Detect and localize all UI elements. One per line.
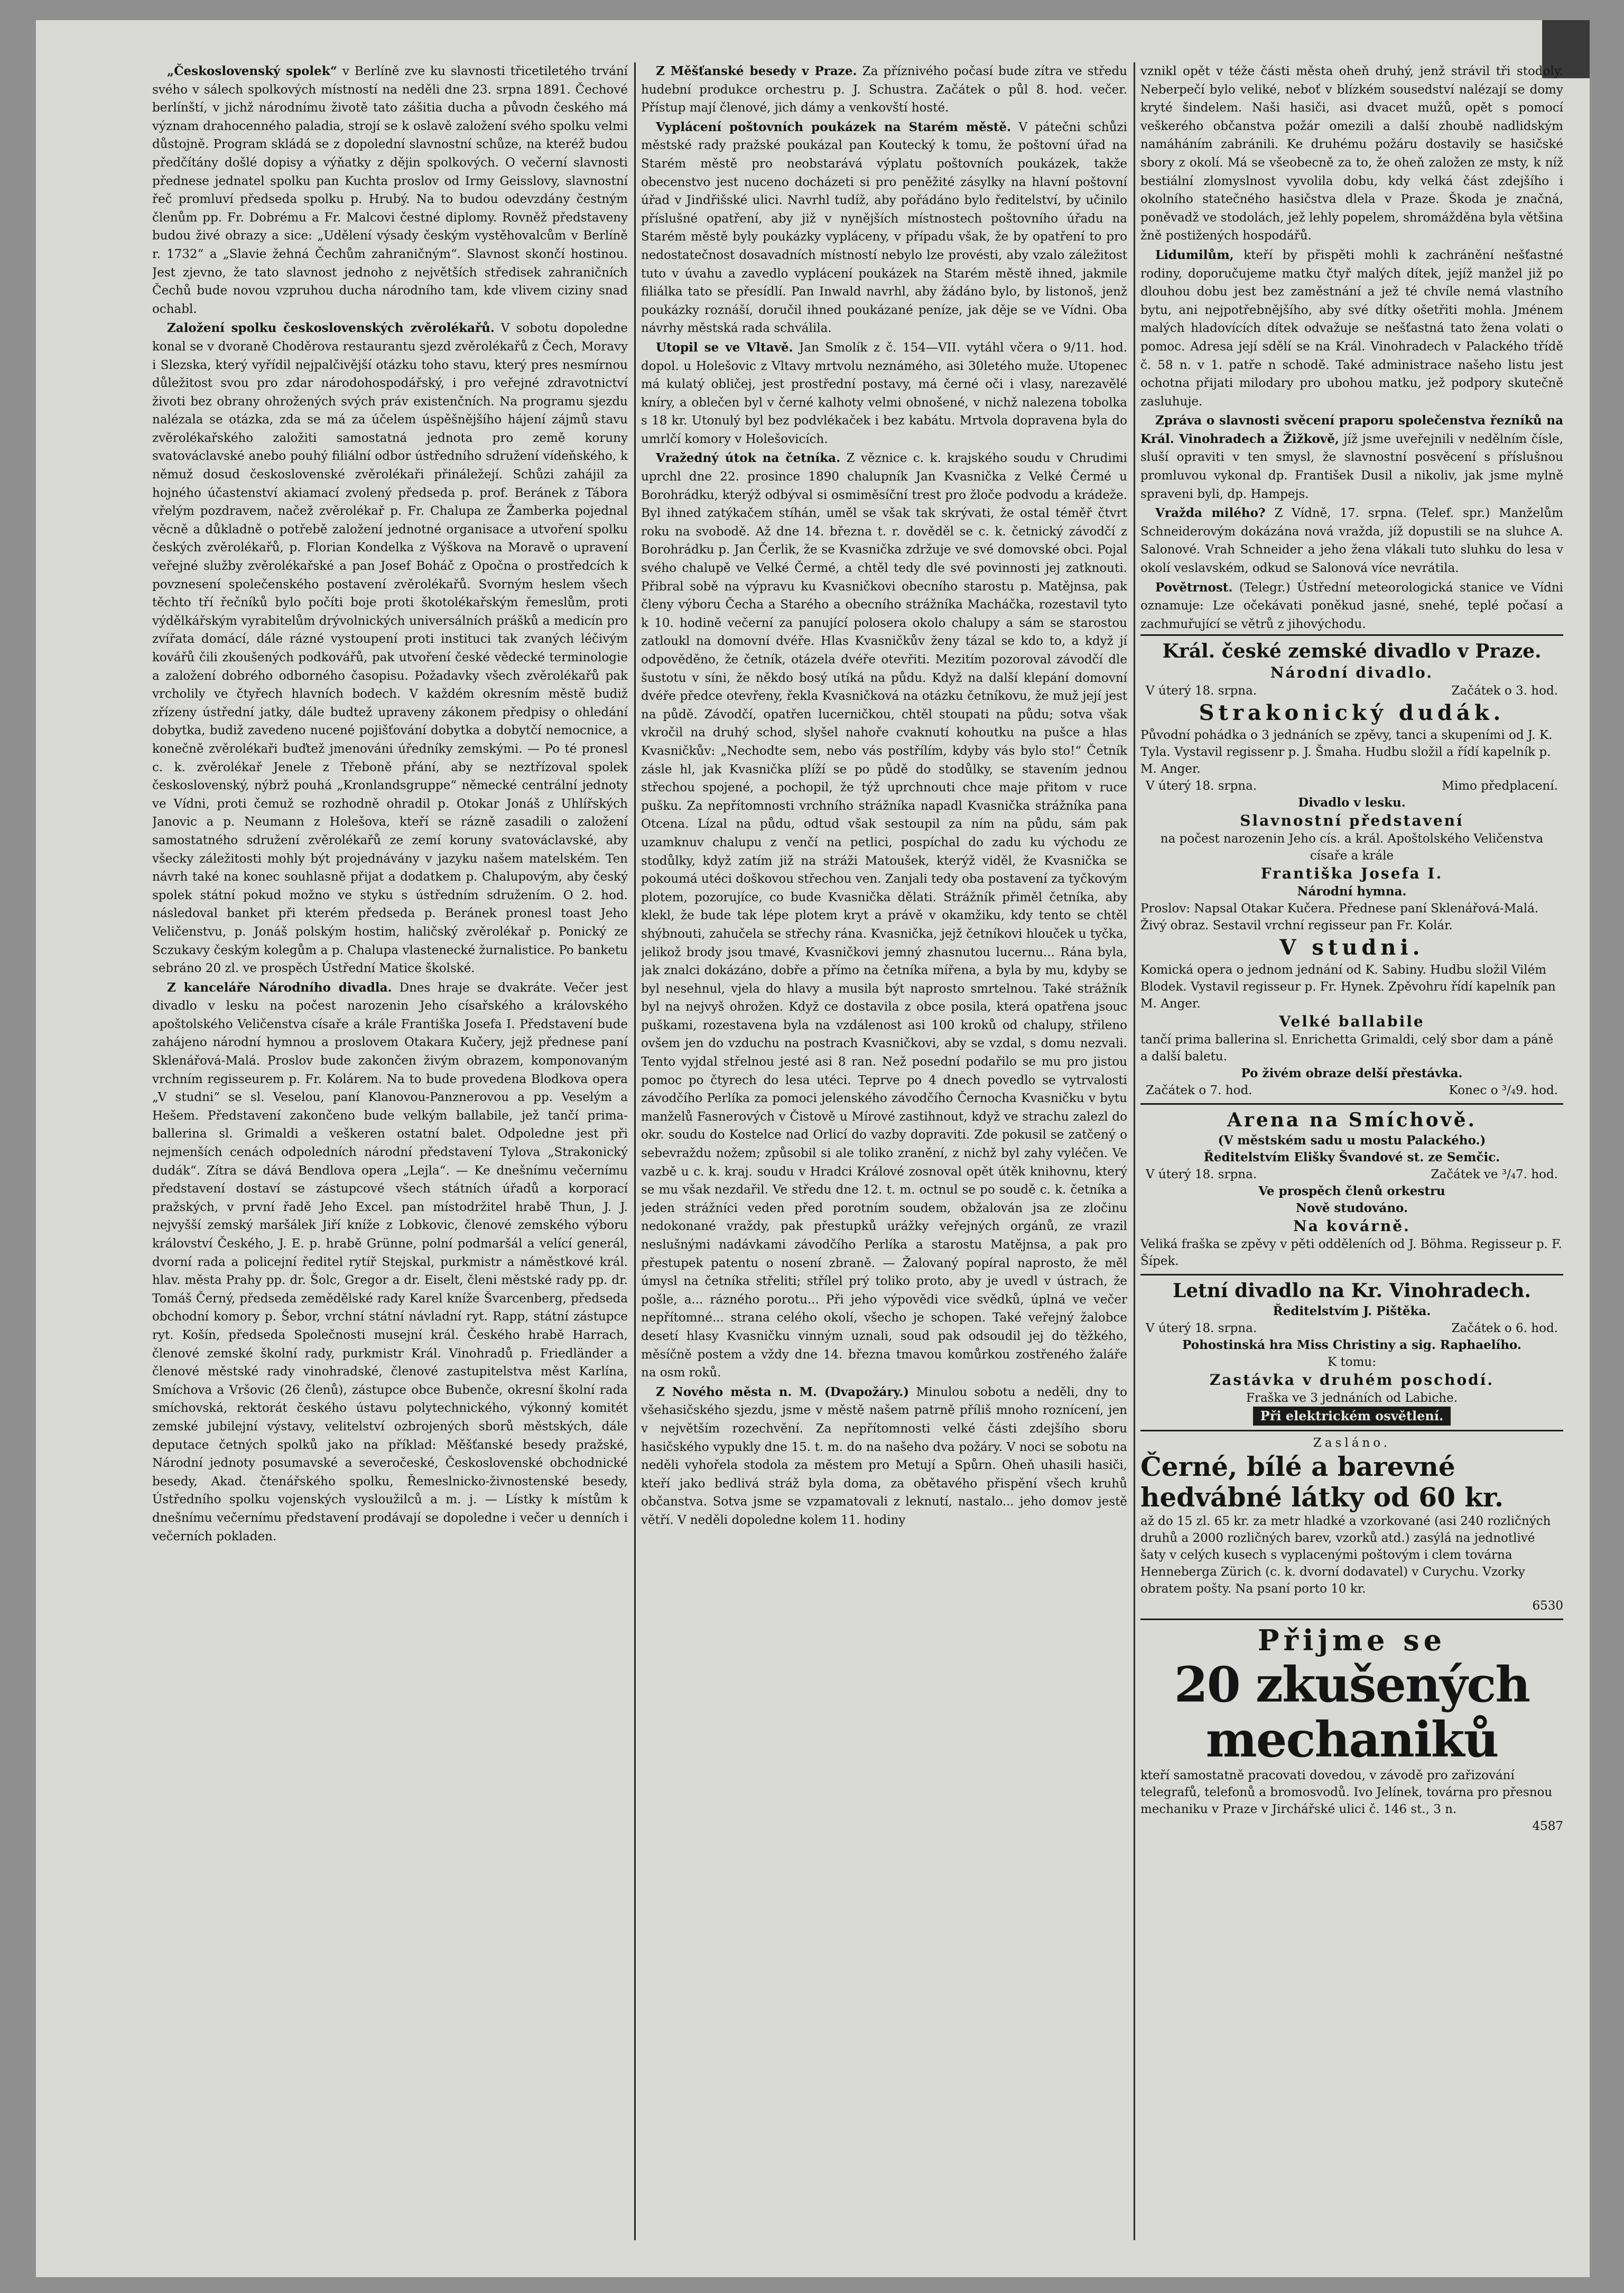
ad-mechanics: Přijme se 20 zkušených mechaniků kteří samostatně pracovati dovedou, v závodě pro zařizování telegrafů, telefonů a bromosvodů. Ivo Jelínek, továrna pro přesnou mechaniku v Praze v Jirchářské ulici č. 146 st., 3 n. 4587: [1140, 1619, 1563, 1839]
ad-arena-smichov: Arena na Smíchově. (V městském sadu u mostu Palackého.) Ředitelstvím Elišky Švandové st. ze Semčic. V úterý 18. srpna. Začátek ve ³/₄7. hod. Ve prospěch členů orkestru Nově studováno. Na kovárně. Veliká fraška se zpěvy v pěti odděleních od J. Böhma. Regisseur p. F. Šípek.: [1140, 1103, 1563, 1274]
article: vznikl opět v téže části města oheň druhý, jenž strávil tři stodoly. Neberpečí bylo veliké, neboť v blízkém sousedství nalézají se domy kryté šindelem. Naši hasiči, asi dvacet mužů, opět s pomocí veškerého občanstva požár omezili a další zhoubě nadlidským namáháním zabránili. Ke druhému požáru dostavily se hasičské sbory z okolí. Má se všeobecně za to, že oheň založen ze msty, k níž bestiální zlomyslnost vyvolila dobu, kdy velká část zdejšího i okolního statečného hasičstva dlela v Praze. Škoda je značná, poněvadž ve stodolách, jež lehly popelem, shromážděna byla většina žně postižených hospodářů.: [1140, 64, 1563, 243]
article: Vyplácení poštovních poukázek na Starém městě. V pátečni schůzi městské rady pražské poukázal pan Koutecký k tomu, že poštovní úřad na Starém městě pro neobstarává výplatu poštovních poukázek, takže obecenstvo jest nuceno docházeti si pro peněžité zásylky na hlavní poštovní úřad v Jindřišské ulici. Navrhl tudíž, aby pořádáno bylo ředitelství, by učinilo příslušné opatření, aby již v nynějších místnostech poštovního úřadu na Starém městě byly poukázky vypláceny, v případu však, že by opatření to pro nedostatečnost dosavadních místností nebylo lze provésti, aby vzalo záležitost tuto v úvahu a zavedlo vyplácení poukázek na Starém městě ihned, jakmile filiálka tato se přesídlí. Pan Inwald navrhl, aby žádáno bylo, by listonoš, jenž poukázky roznáší, doručil ihned poukázané peníze, jak děje se ve Vídni. Oba návrhy městská rada schválila.: [641, 119, 1127, 336]
article: Povětrnost. (Telegr.) Ústřední meteorologická stanice ve Vídni oznamuje: Lze očekávati poněkud jasné, snehé, teplé počasí a zachmuřující se větrů z jihovýchodu.: [1140, 580, 1563, 631]
article: Vražda milého? Z Vídně, 17. srpna. (Telef. spr.) Manželům Schneiderovým dokázána nová vražda, jíž dopustili se na sluhce A. Salonové. Vrah Schneider a jeho žena vlákali tuto sluhku do lesa v okolí veslavském, odkud se Salonová více nevrátila.: [1140, 506, 1563, 576]
article: Založení spolku československých zvěrolékařů. V sobotu dopoledne konal se v dvoraně Choděrova restaurantu sjezd zvěrolékařů z Čech, Moravy i Slezska, který vyřídil nejpalčivější otázku toho stavu, který pres nesmírnou důležitost svou pro zdar národohospodářský, i pro veřejné zdravotnictví životi bez obrany ohrožených svých práv existenčních. Na programu sjezdu nalézala se otázka, zda se má za účelem úspěšnějšího hájení zájmů stavu zvěrolékařského založiti samostatná jednota pro země koruny svatováclavské anebo pouhý filiální odbor ústředního sdružení vídeňského, k němuž dosud československé zvěrolékaři přináležejí. Schůzi zahájil za hojného účastenství akiamací zvolený předseda p. prof. Beránek z Tábora vřelým pozdravem, načež zvěrolékař p. Fr. Chalupa ze Žamberka pojednal věcně a důkladně o potřebě založení jednotné organisace a utvoření spolku českých zvěrolékařů, p. Florian Kondelka z Výškova na Moravě o upravení veřejné služby zvěrolékařské a pan Josef Boháč z Opočna o prostředcích k povznesení společenského postavení zvěrolékařů. Svorným heslem všech těchto tří řečníků bylo počíti boje proti škotolékařským řemeslům, proti výdělkářským vyrabitelům drývolnických universálních prášků a medicín pro zvířata domácí, dále rázné vystoupení proti instituci tak zvaných léčivým kovářů čili zkoušených podkovářů, pak utvoření české vědecké terminologie a založení dobrého odborného časopisu. Požadavky všech zvěrolékařů pak vrcholily ve čtyřech hlavních bodech. V každém okresním městě budiž zřízeny ústřední jatky, dále budtež upraveny zákonem předpisy o ohledání dobytka, budiž zavedeno nucené pojišťování dobytka a dobytčí nemocnice, a konečně zvěrolékaři buďtež jmenováni úředníky zemskými. — Po té pronesl c. k. zvěrolékař Jenele z Třeboně přání, aby se neztřízoval spolek československý, nýbrž pouhá „Kronlandsgruppe“ německé centrální jednoty ve Vídni, proti čemuž se rozhodně ohradil p. Otokar Jonáš z Uhlířských Janovic a p. Neumann z Holešova, kteří se rázně zasadili o založení samostatného sdružení zvěrolékařů ze zemí koruny svatováclavské, aby všecky záležitosti mohly být projednávány v jazyku našem matelském. Ten návrh také na konec souhlasně přijat a dodatkem p. Chalupovým, aby český spolek státní pokud možno ve styku s ústředním sdružením. O 2. hod. následoval banket při kterém předseda p. Beránek pronesl toast Jeho Veličenstvu, p. Jonáš polským hostim, haličský zvěrolékař p. Ponický ze Sczukavy českým kolegům a p. Chalupa vlastenecké žurnalistice. Po banketu sebráno 20 zl. ve prospěch Ústřední Matice školské.: [152, 321, 628, 976]
article: Z Nového města n. M. (Dvapožáry.) Minulou sobotu a neděli, dny to všehasičského sjezdu, jsme v městě našem patrně příliš mnoho roznícení, jen v největším rozechvění. Za nepřítomnosti velké části zdejšího sboru hasičského vypukly dne 15. t. m. do na našeho dva požáry. V noci se sobotu na neděli vyhořela stodola za městem pro Metují a Spůrn. Oheň uhasili hasiči, kteří jako bedlivá stráž byla doma, za obětavého přispění všech kruhů občanstva. Sotva jsme se vzpamatovali z leknutí, nastalo... jeho domov jestě větří. V neděli dopoledne kolem 11. hodiny: [641, 1384, 1127, 1527]
ad-summer-theatre: Letní divadlo na Kr. Vinohradech. Ředitelstvím J. Pištěka. V úterý 18. srpna. Začátek o 6. hod. Pohostinská hra Miss Christiny a sig. Raphaelího. K tomu: Zastávka v druhém poschodí. Fraška ve 3 jednáních od Labiche. Při elektrickém osvětlení.: [1140, 1274, 1563, 1430]
article: „Československý spolek“ v Berlíně zve ku slavnosti třicetiletého trvání svého v sálech spolkových místností na neděli dne 23. srpna 1891. Čechové berlínští, v jichž národnímu životě tato zášitia ducha a původn českého má význam drahocenného paladia, strojí se k oslavě založení svého spolku velmi důstojně. Program skládá se z dopolední slavnostní schůze, na kteréž budou předčítány došlé dopisy a výňatky z dějin spolkových. O večerní slavnosti přednese jednatel spolku pan Kuchta proslov od Irmy Geisslovy, slavnostní řeč promluví předseda spolku p. Hrubý. Na to budou odevzdány čestným členům pp. Fr. Dobrému a Fr. Malcovi čestné diplomy. Rovněž představeny budou živé obrazy a sice: „Udělení výsady českým vystěhovalcům v Berlíně r. 1732“ a „Slavie žehná Čechům zahraničným“. Slavnost skončí hostinou. Jest zjevno, že tato slavnost jednoho z největších středisek zahraničních Čechů bude novou vzpruhou ducha národního tam, kde vlivem ciziny snad ochabl.: [152, 64, 628, 316]
column-2: [641, 62, 1127, 2256]
ad-national-theatre: Král. české zemské divadlo v Praze. Národní divadlo. V úterý 18. srpna. Začátek o 3. hod. Strakonický dudák. Původní pohádka o 3 jednáních se zpěvy, tanci a skupeními od J. K. Tyla. Vystavil regissenr p. J. Šmaha. Hudbu složil a řídí kapelník p. M. Anger. V úterý 18. srpna. Mimo předplacení. Divadlo v lesku. Slavnostní představení na počest narozenin Jeho cís. a král. Apoštolského Veličenstva císaře a krále Františka Josefa I. Národní hymna. Proslov: Napsal Otakar Kučera. Přednese paní Sklenářová-Malá. Živý obraz. Sestavil vrchní regisseur pan Fr. Kolár. V studni. Komická opera o jednom jednání od K. Sabiny. Hudbu složil Vilém Blodek. Vystavil regisseur p. Fr. Hynek. Zpěvohru řídí kapelník pan M. Anger. Velké ballabile tančí prima ballerina sl. Enrichetta Grimaldi, celý sbor dam a páně a další baletu. Po živém obraze delší přestávka. Začátek o 7. hod. Konec o ³/₄9. hod.: [1140, 634, 1563, 1103]
article: Z Měšťanské besedy v Praze. Za příznivého počasí bude zítra ve středu hudební produkce orchestru p. J. Schustra. Začátek o půl 8. hod. večer. Přístup mají členové, jich dámy a venkovští hosté.: [641, 64, 1127, 115]
column-3: [1140, 62, 1563, 2256]
article: Lidumilům, kteří by přispěti mohli k zachránění nešťastné rodiny, doporučujeme matku čtyř malých dítek, jejíž manžel již po dlouhou dobu jest bez zaměstnání a jež té chvíle nemá vlastního bytu, ani nejpotřebnějšího, aby své dítky ošetřiti mohla. Jménem malých hladovících dítek odvažuje se nešťastná tato žena volati o pomoc. Adresa její sdělí se na Král. Vinohradech v Palackého třídě č. 58 n. v 1. patře n schodě. Také administrace našeho listu jest ochotna přijati milodary pro ubohou matku, jež podpory skutečně zasluhuje.: [1140, 247, 1563, 409]
article: Zpráva o slavnosti svěcení praporu společenstva řezníků na Král. Vinohradech a Žižkově, jíž jsme uveřejnili v nedělním čísle, sluší opraviti v ten smysl, že slavnostní posvěcení s příslušnou promluvou vykonal dp. František Dusil a nikoliv, jak jsme mylně spraveni byli, dp. Hampejs.: [1140, 413, 1563, 501]
article: Vražedný útok na četníka. Z věznice c. k. krajského soudu v Chrudimi uprchl dne 22. prosince 1890 chalupník Jan Kvasnička z Velké Čermé u Borohrádku, kterýž odbýval si osmiměsíční trest pro žloče podvodu a krádeže. Byl ihned zatýkačem stíhán, uměl se však tak skrývati, že ostal téměř čtvrt roku na svobodě. Až dne 14. března t. r. dověděl se c. k. četnický závodčí z Borohrádku p. Jan Čerlik, že se Kvasnička zdržuje ve své domovské obci. Pojal svého chalupě ve Velké Čermé, a chtěl tedy dle své povinnosti jej zatknouti. Přibral sobě na výpravu ku Kvasničkovi obecního starostu p. Matějnsa, pak členy výboru Čecha a Starého a obecního strážníka Macháčka, rozestavil tyto k 10. hodině večerní za panující polosera okolo chalupy a sám se starostou zatloukl na domovní dvéře. Hlas Kvasničkův ženy tázal se kdo to, a když jí odpověděno, že četník, otázela dvéře otevřiti. Mezitím pozoroval závodčí dle šustotu v síni, že někdo bosý utíká na půdu. Když na další klepání domovní dvéře předce otevřeny, řekla Kvasničková na otázku četníkovu, že muž její jest na půdě. Závodčí, opatřen lucerničkou, chtěl stoupati na půdu; sotva však vkročil na druhý schod, slyšel nahoře cvaknutí kohoutku na pušce a hlas Kvasničkův: „Nechodte sem, nebo vás postřílím, kdyby vás bylo sto!“ Četník zásle hl, jak Kvasnička plíží se po půdě do stodůlky, se stavením jednou střechou spojené, a pochopil, že týž uprchnouti chce maje přitom v ruce pušku. Za nepřítomnosti vrchního strážníka napadl Kvasnička strážníka pana Otcena. Lízal na půdu, odtud však sestoupil za ním na půdu, sám pak uzamknuv chalupu z venčí na petlici, pospíchal do zadu ku východu ze stodůlky, když zatím již na stráži Matoušek, kterýž viděl, že Kvasnička se pokoumá utéci doškovou střechou ven. Zanjali tedy oba postavení za tyčkovým plotem, pozorujíce, co bude Kvasnička dělati. Strážník přiměl četníka, aby klekl, že bude tak lépe plotem kryt a právě v okamžiku, kdy tento se chtěl shýbnouti, zahučela se střechy rána. Kvasnička, jejž četníkovi hlouček u tyčka, jelikož brody jsou tmavé, Kvasničkovi jemný zhasnutou lucernu... Rána byla, jak znalci dokázáno, dobře a přímo na četníka mířena, a byla by mu, kdyby se byl nesehnul, vjela do hlavy a musila být naprosto smrtelnou. Také strážník byl na nejvyš ohrožen. Když ce dostavila z obce posila, která opatřena jsouc puškami, rozestavena byla na vzdálenost asi 100 kroků od chalupy, střileno ovšem jen do vzduchu na postrach Kvasničkovi, aby se vzdal, s domu nezvali. Tento vyjdal střelnou jesté asi 8 ran. Než posední podařilo se mu pro jistou pomoc po čtyrech do lesa utéci. Teprve po 4 dnech povedlo se vytrvalosti závodčího Perlíka za pomoci jelenského závodčího Černocha Kvasničku v bytu manželů Fasnerových v Čistově u Mírové zastihnout, když ve strachu zalezl do okr. soudu do Kostelce nad Orlicí do vazby dopraviti. Zde pokusil se zatčený o sebevraždu nožem; způsobil si ale toliko zranění, z nichž byl zahy vyléčen. Ve vazbě u c. k. kraj. soudu v Hradci Králové zosnoval opět útěk knihovnu, který se mu však nezdařil. Ve středu dne 12. t. m. octnul se po soudě c. k. četníka a jeden strážníci veden před porotním soudem, obžalován jsa ze zločinu nedokonané vraždy, pak přestupků urážky veřejných orgánů, ze vrazil neslušnými nadávkami závodčího Perlíka a starostu Matějnsa, a pak pro přestupek patentu o nosení zbraně. — Žalovaný popíral naprosto, že měl úmysl na četníka střeliti; střílel prý toliko proto, aby je uvedl v ústrach, že pošle, a... rázného porotu... Při jeho výpovědi vice svědků, úplná ve večer nepřítomné... strana celého okolí, všecho je schopen. Také veřejný žalobce desetí hlasy Kvasničku vinným uznali, soud pak odsoudil jej do těžkého, měsíčně postem a vždy dne 14. března tmavou komůrkou zostřeného žaláře na osm roků.: [641, 451, 1127, 1380]
newspaper-page: [36, 20, 1590, 2277]
article: Z kanceláře Národního divadla. Dnes hraje se dvakráte. Večer jest divadlo v lesku na počest narozenin Jeho císařského a královského apoštolského Veličenstva císaře a krále Františka Josefa I. Představení bude zahájeno národní hymnou a proslovem Otakara Kučery, jejž přednese paní Sklenářová-Malá. Proslov bude zakončen živým obrazem, komponovaným vrchním regisseurem p. Fr. Kolárem. Na to bude provedena Blodkova opera „V studni“ se sl. Veselou, paní Klanovou-Panznerovou a pp. Veselým a Hešem. Představení zakončeno bude velkým ballabile, jež tančí prima-ballerina sl. Grimaldi a veškeren ostatní balet. Odpoledne jest při nejmenších cenách odpoledních národní představení Tylova „Strakonický dudák“. Zítra se dává Bendlova opera „Lejla“. — Ke dnešnímu večernímu představení dostaví se zástupcové všech státních úřadů a korporací pražských, v první řadě Jeho Excel. pan místodržitel hrabě Thun, J. J. nejvyšší zemský maršálek Jiří kníže z Lobkovic, členové zemského výboru království Českého, J. E. p. hrabě Grünne, polní podmaršál a velící generál, dvorní rada a policejní ředitel rytíř Stejskal, purkmistr a náměstkové král. hlav. města Prahy pp. dr. Šolc, Gregor a dr. Eiselt, členi městské rady pp. dr. Tomáš Černý, předseda zemědělské rady Karel kníže Švarcenberg, předseda obchodní komory p. Šebor, vrchní státní návladní ryt. Rapp, státní zástupce ryt. Košín, předseda Společnosti musejní král. Českého hrabě Harrach, členové zemské školní rady, purkmistr Král. Vinohradů p. Friedländer a členové městské rady vinohradské, členové zastupitelstva měst Karlína, Smíchova a Vršovic (26 členů), zástupce obce Bubenče, okresní školní rada smíchovská, rektorát českého ústavu polytechnického, výkonný komitét zemské jubilejní výstavy, velitelství ozbrojených sborů městských, dále deputace četných spolků jako na příklad: Měšťanské besedy pražské, Národní jednoty posumavské a severočeské, Československé obchodnické besedy, Akad. čtenářského spolku, Řemeslnicko-živnostenské besedy, Ústředního spolku vojenských vysloužilců a m. j. — Lístky k místům k dnešnímu večernímu představení prodávají se dopoledne i večer u denních i večerních pokladen.: [152, 980, 628, 1543]
article: Utopil se ve Vltavě. Jan Smolík z č. 154—VII. vytáhl včera o 9/11. hod. dopol. u Holešovic z Vltavy mrtvolu neznámého, asi 30letého muže. Utopenec má kulatý obličej, jest prostřední postavy, má černé oči i vlasy, narezavělé kníry, a oblečen byl v černé kalhoty velmi obnošené, v nichž nalezena tobolka s 18 kr. Utonulý byl bez podvlékaček i bez kabátu. Mrtvola dopravena byla do umrlčí komory v Holešovicích.: [641, 340, 1127, 446]
column-1: [152, 62, 628, 2256]
column-divider: [1134, 62, 1135, 2240]
ad-silk: Zasláno. Černé, bílé a barevné hedvábné látky od 60 kr. až do 15 zl. 65 kr. za metr hladké a vzorkované (asi 240 rozličných druhů a 2000 rozličných barev, vzorků atd.) zasýlá na jednotlivé šaty v celých kusech s vyplacenými poštovým i clem továrna Henneberga Zürich (c. k. dvorní dodavatel) v Curychu. Vzorky obratem pošty. Na psaní porto 10 kr. 6530: [1140, 1430, 1563, 1619]
column-divider: [634, 62, 636, 2240]
